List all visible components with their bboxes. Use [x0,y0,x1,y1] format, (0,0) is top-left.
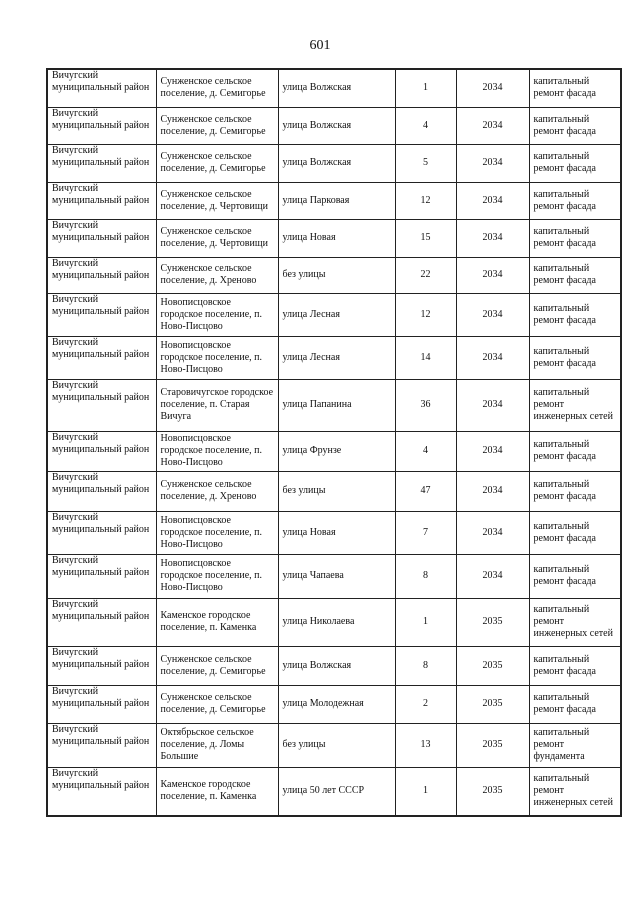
table-row [47,144,621,182]
street-cell: улица Волжская [278,107,395,144]
street-cell: улица Лесная [278,293,395,336]
settlement-cell: Сунженское сельское поселение, д. Хреново [156,471,278,511]
work-type-cell: капитальный ремонт инженерных сетей [529,767,621,816]
house-number-cell: 47 [395,471,456,511]
street-cell: улица 50 лет СССР [278,767,395,816]
settlement-cell: Октябрьское сельское поселение, д. Ломы Большие [156,723,278,767]
settlement-cell: Сунженское сельское поселение, д. Семигорье [156,69,278,107]
house-number-cell: 7 [395,511,456,554]
district-cell: Вичугский муниципальный район [47,219,156,257]
year-cell: 2034 [456,379,529,431]
settlement-cell: Сунженское сельское поселение, д. Семигорье [156,107,278,144]
table-row [47,336,621,379]
table-row [47,219,621,257]
work-type-cell: капитальный ремонт инженерных сетей [529,598,621,646]
settlement-cell: Сунженское сельское поселение, д. Семигорье [156,646,278,685]
table-row [47,471,621,511]
table-row [47,182,621,219]
street-cell: без улицы [278,257,395,293]
settlement-cell: Сунженское сельское поселение, д. Чертовищи [156,182,278,219]
year-cell: 2034 [456,107,529,144]
year-cell: 2034 [456,69,529,107]
house-number-cell: 13 [395,723,456,767]
district-cell: Вичугский муниципальный район [47,69,156,107]
table-row [47,554,621,598]
year-cell: 2034 [456,144,529,182]
settlement-cell: Сунженское сельское поселение, д. Семигорье [156,144,278,182]
settlement-cell: Каменское городское поселение, п. Каменка [156,598,278,646]
district-cell: Вичугский муниципальный район [47,144,156,182]
street-cell: улица Парковая [278,182,395,219]
district-cell: Вичугский муниципальный район [47,767,156,816]
table-row [47,646,621,685]
settlement-cell: Новописцовское городское поселение, п. Ново-Писцово [156,293,278,336]
settlement-cell: Сунженское сельское поселение, д. Семигорье [156,685,278,723]
table-row [47,723,621,767]
year-cell: 2034 [456,219,529,257]
street-cell: без улицы [278,471,395,511]
table-row [47,767,621,816]
work-type-cell: капитальный ремонт инженерных сетей [529,379,621,431]
district-cell: Вичугский муниципальный район [47,107,156,144]
table-row [47,107,621,144]
work-type-cell: капитальный ремонт фасада [529,685,621,723]
house-number-cell: 22 [395,257,456,293]
street-cell: без улицы [278,723,395,767]
work-type-cell: капитальный ремонт фасада [529,431,621,471]
street-cell: улица Чапаева [278,554,395,598]
year-cell: 2034 [456,336,529,379]
year-cell: 2035 [456,646,529,685]
work-type-cell: капитальный ремонт фасада [529,144,621,182]
district-cell: Вичугский муниципальный район [47,336,156,379]
street-cell: улица Молодежная [278,685,395,723]
district-cell: Вичугский муниципальный район [47,431,156,471]
year-cell: 2034 [456,293,529,336]
street-cell: улица Волжская [278,144,395,182]
district-cell: Вичугский муниципальный район [47,723,156,767]
district-cell: Вичугский муниципальный район [47,554,156,598]
year-cell: 2035 [456,598,529,646]
table-row [47,379,621,431]
district-cell: Вичугский муниципальный район [47,182,156,219]
house-number-cell: 2 [395,685,456,723]
house-number-cell: 8 [395,554,456,598]
work-type-cell: капитальный ремонт фасада [529,511,621,554]
work-type-cell: капитальный ремонт фасада [529,646,621,685]
table-row [47,431,621,471]
settlement-cell: Сунженское сельское поселение, д. Хреново [156,257,278,293]
year-cell: 2035 [456,723,529,767]
settlement-cell: Новописцовское городское поселение, п. Ново-Писцово [156,431,278,471]
year-cell: 2035 [456,685,529,723]
work-type-cell: капитальный ремонт фасада [529,293,621,336]
house-number-cell: 36 [395,379,456,431]
repair-schedule-table [46,68,622,817]
street-cell: улица Новая [278,219,395,257]
district-cell: Вичугский муниципальный район [47,257,156,293]
year-cell: 2035 [456,767,529,816]
settlement-cell: Новописцовское городское поселение, п. Ново-Писцово [156,511,278,554]
street-cell: улица Волжская [278,69,395,107]
work-type-cell: капитальный ремонт фасада [529,107,621,144]
street-cell: улица Фрунзе [278,431,395,471]
district-cell: Вичугский муниципальный район [47,685,156,723]
year-cell: 2034 [456,182,529,219]
street-cell: улица Волжская [278,646,395,685]
house-number-cell: 4 [395,107,456,144]
house-number-cell: 12 [395,293,456,336]
settlement-cell: Старовичугское городское поселение, п. Старая Вичуга [156,379,278,431]
table-row [47,511,621,554]
table-row [47,69,621,107]
district-cell: Вичугский муниципальный район [47,646,156,685]
work-type-cell: капитальный ремонт фасада [529,69,621,107]
table-row [47,293,621,336]
house-number-cell: 15 [395,219,456,257]
table-row [47,685,621,723]
street-cell: улица Николаева [278,598,395,646]
street-cell: улица Папанина [278,379,395,431]
year-cell: 2034 [456,511,529,554]
house-number-cell: 12 [395,182,456,219]
district-cell: Вичугский муниципальный район [47,511,156,554]
street-cell: улица Лесная [278,336,395,379]
house-number-cell: 1 [395,767,456,816]
street-cell: улица Новая [278,511,395,554]
house-number-cell: 5 [395,144,456,182]
work-type-cell: капитальный ремонт фундамента [529,723,621,767]
year-cell: 2034 [456,471,529,511]
year-cell: 2034 [456,431,529,471]
house-number-cell: 14 [395,336,456,379]
settlement-cell: Новописцовское городское поселение, п. Ново-Писцово [156,554,278,598]
house-number-cell: 4 [395,431,456,471]
district-cell: Вичугский муниципальный район [47,379,156,431]
year-cell: 2034 [456,257,529,293]
settlement-cell: Каменское городское поселение, п. Каменка [156,767,278,816]
house-number-cell: 8 [395,646,456,685]
work-type-cell: капитальный ремонт фасада [529,471,621,511]
work-type-cell: капитальный ремонт фасада [529,257,621,293]
settlement-cell: Новописцовское городское поселение, п. Ново-Писцово [156,336,278,379]
page-number: 601 [309,38,331,53]
work-type-cell: капитальный ремонт фасада [529,336,621,379]
district-cell: Вичугский муниципальный район [47,598,156,646]
district-cell: Вичугский муниципальный район [47,471,156,511]
table-row [47,257,621,293]
settlement-cell: Сунженское сельское поселение, д. Чертовищи [156,219,278,257]
house-number-cell: 1 [395,598,456,646]
district-cell: Вичугский муниципальный район [47,293,156,336]
work-type-cell: капитальный ремонт фасада [529,554,621,598]
table-row [47,598,621,646]
house-number-cell: 1 [395,69,456,107]
work-type-cell: капитальный ремонт фасада [529,219,621,257]
work-type-cell: капитальный ремонт фасада [529,182,621,219]
year-cell: 2034 [456,554,529,598]
